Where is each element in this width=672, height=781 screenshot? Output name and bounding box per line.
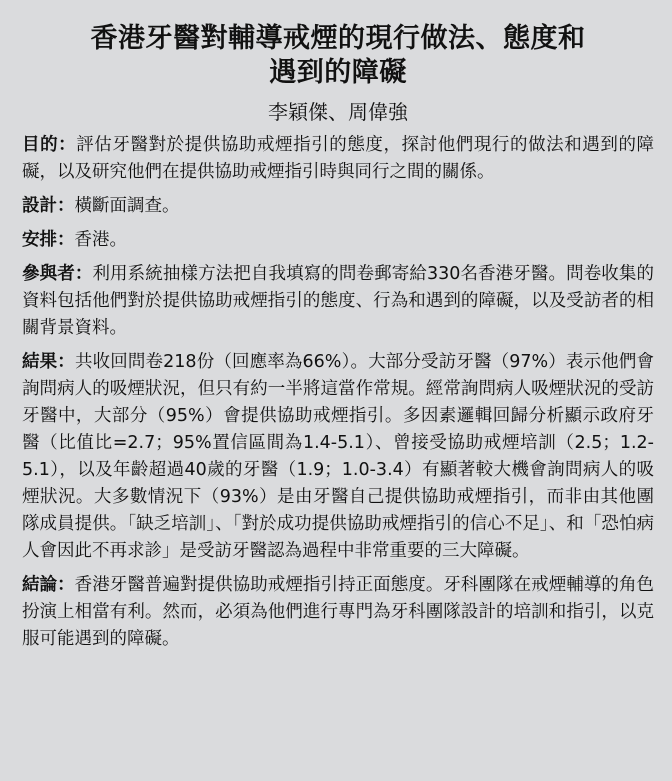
section-results-label: 結果： xyxy=(22,352,75,372)
section-participants-text: 利用系統抽樣方法把自我填寫的問卷郵寄給330名香港牙醫。問卷收集的資料包括他們對於提供協助戒煙指引的態度、行為和遇到的障礙，以及受訪者的相關背景資料。 xyxy=(22,264,655,338)
section-setting-text: 香港。 xyxy=(74,230,127,250)
paper-authors: 李穎傑、周偉強 xyxy=(268,100,408,124)
section-setting xyxy=(22,227,654,254)
section-design-text: 橫斷面調查。 xyxy=(74,196,180,216)
section-design-label: 設計： xyxy=(22,196,75,216)
section-design xyxy=(22,193,654,220)
section-participants xyxy=(22,261,654,342)
paper-title xyxy=(22,22,654,90)
title-line-2: 遇到的障礙 xyxy=(269,57,407,88)
section-results-text: 共收回問卷218份（回應率為66%）。大部分受訪牙醫（97%）表示他們會詢問病人的吸煙狀況，但只有約一半將這當作常規。經常詢問病人吸煙狀況的受訪牙醫中，大部分（95%）會提供協助戒煙指引。多因素邏輯回歸分析顯示政府牙醫（比值比=2.7；95%置信區間為1.4-5.1）、曾接受協助戒煙培訓（2.5；1.2-5.1），以及年齡超過40歲的牙醫（1.9；1.0-3.4）有顯著較大機會詢問病人的吸煙狀況。大多數情況下（93%）是由牙醫自己提供協助戒煙指引，而非由其他團隊成員提供。「缺乏培訓」、「對於成功提供協助戒煙指引的信心不足」、和「恐怕病人會因此不再求診」是受訪牙醫認為過程中非常重要的三大障礙。 xyxy=(22,352,655,561)
title-line-1: 香港牙醫對輔導戒煙的現行做法、態度和 xyxy=(90,23,586,54)
section-conclusion-label: 結論： xyxy=(22,575,75,595)
section-objective xyxy=(22,132,654,186)
section-objective-text: 評估牙醫對於提供協助戒煙指引的態度，探討他們現行的做法和遇到的障礙，以及研究他們在提供協助戒煙指引時與同行之間的關係。 xyxy=(22,135,655,182)
section-conclusion-text: 香港牙醫普遍對提供協助戒煙指引持正面態度。牙科團隊在戒煙輔導的角色扮演上相當有利。然而，必須為他們進行專門為牙科團隊設計的培訓和指引，以克服可能遇到的障礙。 xyxy=(22,575,654,649)
section-participants-label: 參與者： xyxy=(22,264,93,284)
section-objective-label: 目的： xyxy=(22,135,77,155)
section-results xyxy=(22,349,654,565)
section-setting-label: 安排： xyxy=(22,230,75,250)
section-conclusion xyxy=(22,572,654,653)
